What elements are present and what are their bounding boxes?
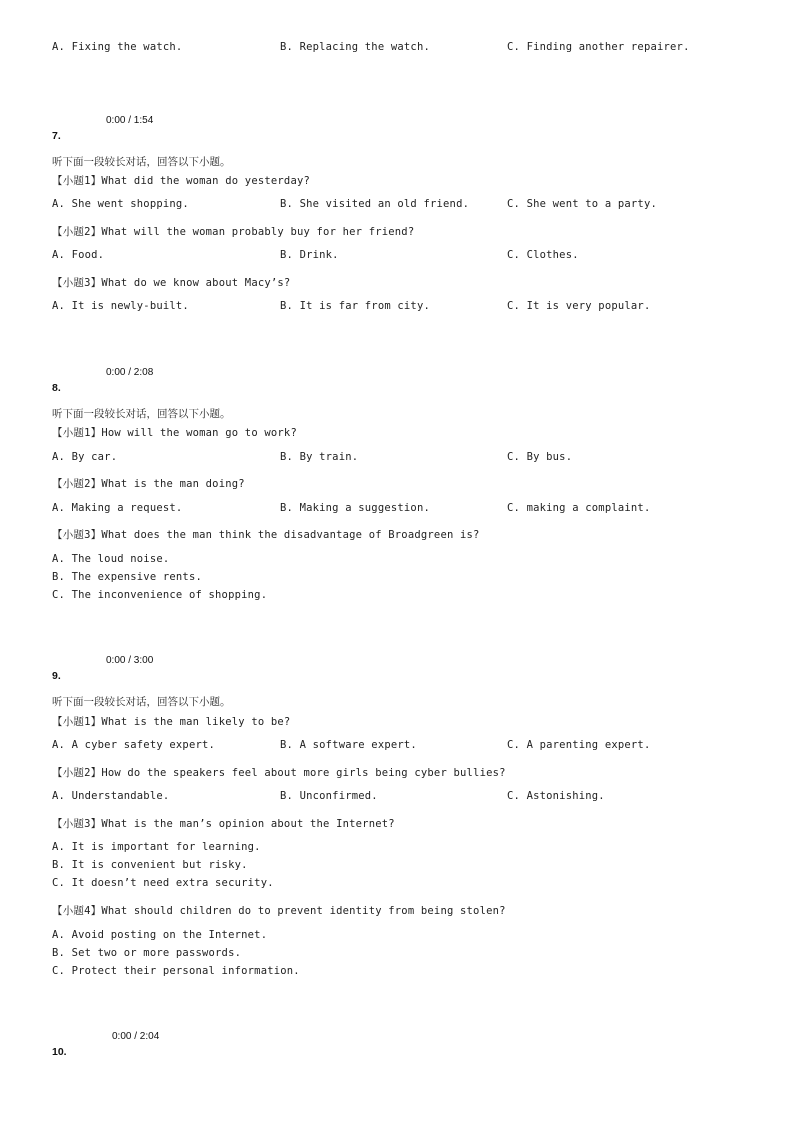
option-a[interactable]: A. By car.	[52, 451, 118, 463]
option-a[interactable]: A. A cyber safety expert.	[52, 739, 216, 751]
sub-question-stem: 【小题2】What is the man doing?	[52, 478, 245, 490]
option-b[interactable]: B. The expensive rents.	[52, 571, 202, 583]
question-intro: 听下面一段较长对话，回答以下小题。	[52, 696, 231, 708]
option-c[interactable]: C. She went to a party.	[507, 198, 657, 210]
option-c[interactable]: C. Astonishing.	[507, 790, 605, 802]
sub-question-stem: 【小题1】What did the woman do yesterday?	[52, 175, 311, 187]
sub-question-options	[52, 198, 752, 212]
option-b[interactable]: B. Making a suggestion.	[280, 502, 430, 514]
option-c[interactable]: C. It is very popular.	[507, 300, 651, 312]
option-b[interactable]: B. By train.	[280, 451, 359, 463]
sub-question-stem: 【小题4】What should children do to prevent identity from being stolen?	[52, 905, 506, 917]
sub-question-stem: 【小题1】How will the woman go to work?	[52, 427, 297, 439]
audio-player-time[interactable]: 0:00 / 1:54	[106, 115, 154, 126]
sub-question-stem: 【小题3】What is the man’s opinion about the Internet?	[52, 818, 395, 830]
question-number: 10.	[52, 1046, 67, 1058]
option-a[interactable]: A. Making a request.	[52, 502, 183, 514]
option-a[interactable]: A. Food.	[52, 249, 105, 261]
sub-question-stem: 【小题3】What do we know about Macy’s?	[52, 277, 291, 289]
option-c[interactable]: C. Finding another repairer.	[507, 41, 690, 53]
sub-question-stem: 【小题2】What will the woman probably buy for her friend?	[52, 226, 415, 238]
option-c[interactable]: C. Protect their personal information.	[52, 965, 300, 977]
option-b[interactable]: B. Unconfirmed.	[280, 790, 378, 802]
option-b[interactable]: B. It is far from city.	[280, 300, 430, 312]
audio-player-time[interactable]: 0:00 / 2:08	[106, 367, 154, 378]
option-a[interactable]: A. The loud noise.	[52, 553, 170, 565]
option-a[interactable]: A. Understandable.	[52, 790, 170, 802]
q6-options	[52, 41, 752, 55]
option-c[interactable]: C. Clothes.	[507, 249, 579, 261]
sub-question-stem: 【小题3】What does the man think the disadvantage of Broadgreen is?	[52, 529, 480, 541]
option-a[interactable]: A. Fixing the watch.	[52, 41, 183, 53]
question-number: 8.	[52, 382, 61, 394]
question-number: 9.	[52, 670, 61, 682]
option-a[interactable]: A. It is newly-built.	[52, 300, 189, 312]
option-a[interactable]: A. She went shopping.	[52, 198, 189, 210]
option-c[interactable]: C. A parenting expert.	[507, 739, 651, 751]
sub-question-options	[52, 790, 752, 804]
option-a[interactable]: A. It is important for learning.	[52, 841, 261, 853]
question-number: 7.	[52, 130, 61, 142]
option-b[interactable]: B. Set two or more passwords.	[52, 947, 242, 959]
option-c[interactable]: C. By bus.	[507, 451, 573, 463]
option-b[interactable]: B. Replacing the watch.	[280, 41, 430, 53]
option-c[interactable]: C. making a complaint.	[507, 502, 651, 514]
sub-question-options	[52, 739, 752, 753]
option-b[interactable]: B. She visited an old friend.	[280, 198, 470, 210]
audio-player-time[interactable]: 0:00 / 2:04	[112, 1031, 160, 1042]
sub-question-options	[52, 451, 752, 465]
sub-question-options	[52, 502, 752, 516]
option-b[interactable]: B. A software expert.	[280, 739, 417, 751]
option-b[interactable]: B. It is convenient but risky.	[52, 859, 248, 871]
option-b[interactable]: B. Drink.	[280, 249, 339, 261]
sub-question-stem: 【小题2】How do the speakers feel about more girls being cyber bullies?	[52, 767, 506, 779]
sub-question-options	[52, 249, 752, 263]
question-intro: 听下面一段较长对话，回答以下小题。	[52, 156, 231, 168]
option-c[interactable]: C. It doesn’t need extra security.	[52, 877, 274, 889]
option-c[interactable]: C. The inconvenience of shopping.	[52, 589, 268, 601]
option-a[interactable]: A. Avoid posting on the Internet.	[52, 929, 268, 941]
sub-question-options	[52, 300, 752, 314]
question-intro: 听下面一段较长对话，回答以下小题。	[52, 408, 231, 420]
audio-player-time[interactable]: 0:00 / 3:00	[106, 655, 154, 666]
sub-question-stem: 【小题1】What is the man likely to be?	[52, 716, 291, 728]
